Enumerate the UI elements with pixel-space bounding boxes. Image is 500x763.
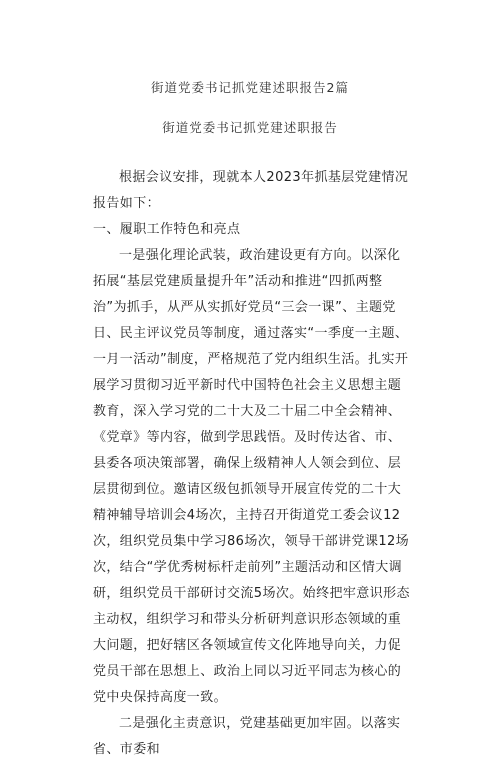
- paragraph-1: 一是强化理论武装，政治建设更有方向。以深化拓展“基层党建质量提升年”活动和推进“四抓两整治”为抓手，从严从实抓好党员“三会一课”、主题党日、民主评议党员等制度，通过落实“一季度一主题、一月一活动”制度，严格规范了党内组织生活。扎实开展学习贯彻习近平新时代中国特色社会主义思想主题教育，深入学习党的二十大及二十届二中全会精神、《党章》等内容，做到学思践悟。及时传达省、市、县委各项决策部署，确保上级精神人人领会到位、层层贯彻到位。邀请区级包抓领导开展宣传党的二十大精神辅导培训会4场次，主持召开街道党工委会议12次，组织党员集中学习86场次，领导干部讲党课12场次，结合“学优秀树标杆走前列”主题活动和区情大调研，组织党员干部研讨交流5场次。始终把牢意识形态主动权，组织学习和带头分析研判意识形态领域的重大问题，把好辖区各领域宣传文化阵地导向关，力促党员干部在思想上、政治上同以习近平同志为核心的党中央保持高度一致。: [93, 248, 410, 705]
- document-sub-title: 街道党委书记抓党建述职报告: [162, 120, 338, 135]
- paragraph-2: 二是强化主责意识，党建基础更加牢固。以落实省、市委和: [93, 716, 401, 757]
- section-heading-1: 一、履职工作特色和亮点: [93, 222, 241, 237]
- document-main-title: 街道党委书记抓党建述职报告2篇: [151, 80, 349, 95]
- document-body: [93, 165, 411, 763]
- paragraph-intro: 根据会议安排，现就本人2023年抓基层党建情况报告如下：: [93, 170, 409, 211]
